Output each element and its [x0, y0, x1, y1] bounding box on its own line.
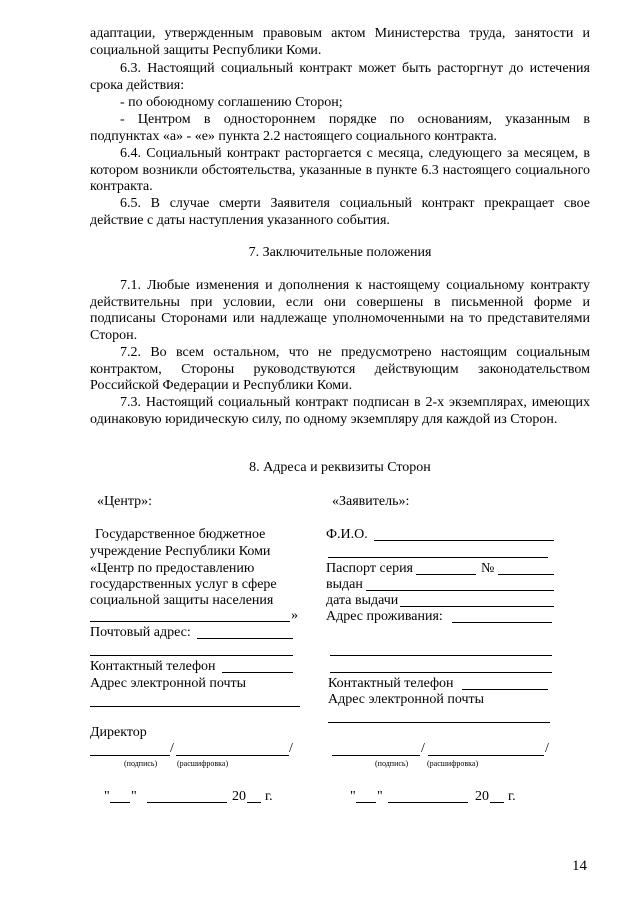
- applicant-header: «Заявитель»:: [332, 494, 410, 509]
- applicant-address-label: Адрес проживания:: [326, 609, 443, 624]
- applicant-phone-field[interactable]: [462, 689, 548, 690]
- center-org-line-2: учреждение Республики Коми: [90, 544, 271, 559]
- center-date-year-prefix: 20: [232, 789, 246, 804]
- center-date-year-suffix: г.: [265, 789, 273, 804]
- applicant-slash-2: /: [545, 741, 549, 756]
- applicant-date-year-suffix: г.: [508, 789, 516, 804]
- center-email-field[interactable]: [90, 706, 300, 707]
- intro-line-1: адаптации, утвержденным правовым актом Министерства труда, занятости и: [90, 26, 590, 41]
- center-email-label: Адрес электронной почты: [90, 676, 247, 691]
- applicant-address-field-2[interactable]: [330, 655, 552, 656]
- applicant-date-quote-close: ": [377, 789, 383, 804]
- applicant-fio-label: Ф.И.О.: [326, 527, 368, 542]
- center-director-decode-field[interactable]: [176, 755, 289, 756]
- center-postal-field[interactable]: [197, 638, 293, 639]
- applicant-fio-field-2[interactable]: [328, 557, 548, 558]
- center-postal-field-2[interactable]: [90, 655, 293, 656]
- applicant-fio-field[interactable]: [374, 540, 554, 541]
- center-decode-caption: (расшифровка): [177, 759, 229, 768]
- clause-6-3-line-2: срока действия:: [90, 78, 185, 93]
- applicant-issue-date-label: дата выдачи: [326, 593, 399, 608]
- applicant-issued-field[interactable]: [366, 590, 554, 591]
- center-header: «Центр»:: [97, 494, 152, 509]
- applicant-date-quote-open: ": [350, 789, 356, 804]
- clause-7-1: 7.1. Любые изменения и дополнения к настоящему социальному контракту действительны при условии, если они совершены в письменной форме и подписаны Сторонами или надлежаще уполномоченными на то представителями Сторон.: [90, 278, 590, 343]
- center-director-label: Директор: [90, 725, 147, 740]
- clause-6-5: 6.5. В случае смерти Заявителя социальный контракт прекращает свое действие с даты наступления указанного события.: [90, 196, 590, 228]
- clause-6-4: 6.4. Социальный контракт расторгается с месяца, следующего за месяцем, в котором возникли обстоятельства, указанные в пункте 6.3 настоящего социального контракта.: [90, 146, 590, 195]
- clause-6-3-item-b-line-2: подпунктах «а» - «е» пункта 2.2 настоящего социального контракта.: [90, 129, 497, 144]
- center-director-signature-field[interactable]: [90, 755, 170, 756]
- applicant-address-field-3[interactable]: [330, 672, 552, 673]
- clause-7-3: 7.3. Настоящий социальный контракт подписан в 2-х экземплярах, имеющих одинаковую юридическую силу, по одному экземпляру для каждой из Сторон.: [90, 395, 590, 427]
- applicant-slash-1: /: [421, 741, 425, 756]
- section-8-heading: 8. Адреса и реквизиты Сторон: [249, 460, 431, 475]
- center-phone-field[interactable]: [222, 672, 293, 673]
- applicant-date-month-field[interactable]: [388, 802, 468, 803]
- center-slash-2: /: [289, 741, 293, 756]
- applicant-passport-number-field[interactable]: [498, 574, 554, 575]
- clause-6-3-item-b-line-1: - Центром в одностороннем порядке по основаниям, указанным в: [120, 112, 590, 127]
- applicant-issue-date-field[interactable]: [400, 606, 554, 607]
- applicant-signature-field[interactable]: [332, 755, 420, 756]
- clause-6-3-item-a: - по обоюдному соглашению Сторон;: [120, 95, 343, 110]
- applicant-number-label: №: [481, 561, 495, 576]
- applicant-date-year-prefix: 20: [475, 789, 489, 804]
- applicant-email-field[interactable]: [328, 722, 550, 723]
- applicant-passport-series-field[interactable]: [416, 574, 476, 575]
- clause-6-3-line-1: 6.3. Настоящий социальный контракт может быть расторгнут до истечения: [120, 61, 590, 76]
- center-org-close-quote: »: [291, 608, 298, 623]
- center-org-line-4: государственных услуг в сфере: [90, 577, 277, 592]
- center-phone-label: Контактный телефон: [90, 659, 216, 674]
- center-org-name-line[interactable]: [90, 621, 290, 622]
- center-org-line-3: «Центр по предоставлению: [90, 561, 255, 576]
- center-org-line-5: социальной защиты населения: [90, 593, 274, 608]
- center-date-year-field[interactable]: [247, 802, 261, 803]
- applicant-decode-field[interactable]: [428, 755, 544, 756]
- center-date-day-field[interactable]: [110, 802, 130, 803]
- center-date-quote-open: ": [104, 789, 110, 804]
- applicant-decode-caption: (расшифровка): [427, 759, 479, 768]
- applicant-address-field[interactable]: [452, 622, 552, 623]
- clause-7-2: 7.2. Во всем остальном, что не предусмотрено настоящим социальным контрактом, Стороны руководствуются действующим законодательством Российской Федерации и Республики Коми.: [90, 345, 590, 394]
- center-date-month-field[interactable]: [147, 802, 227, 803]
- applicant-date-day-field[interactable]: [356, 802, 376, 803]
- center-date-quote-close: ": [131, 789, 137, 804]
- applicant-date-year-field[interactable]: [490, 802, 504, 803]
- applicant-sign-caption: (подпись): [375, 759, 409, 768]
- section-7-heading: 7. Заключительные положения: [248, 245, 432, 260]
- center-sign-caption: (подпись): [124, 759, 158, 768]
- center-postal-label: Почтовый адрес:: [90, 625, 191, 640]
- applicant-email-label: Адрес электронной почты: [328, 692, 485, 707]
- center-org-line-1: Государственное бюджетное: [95, 527, 266, 542]
- applicant-phone-label: Контактный телефон: [328, 676, 454, 691]
- center-slash-1: /: [170, 741, 174, 756]
- page-number: 14: [572, 858, 587, 874]
- intro-line-2: социальной защиты Республики Коми.: [90, 43, 322, 58]
- applicant-passport-label: Паспорт серия: [326, 561, 413, 576]
- applicant-issued-label: выдан: [326, 577, 363, 592]
